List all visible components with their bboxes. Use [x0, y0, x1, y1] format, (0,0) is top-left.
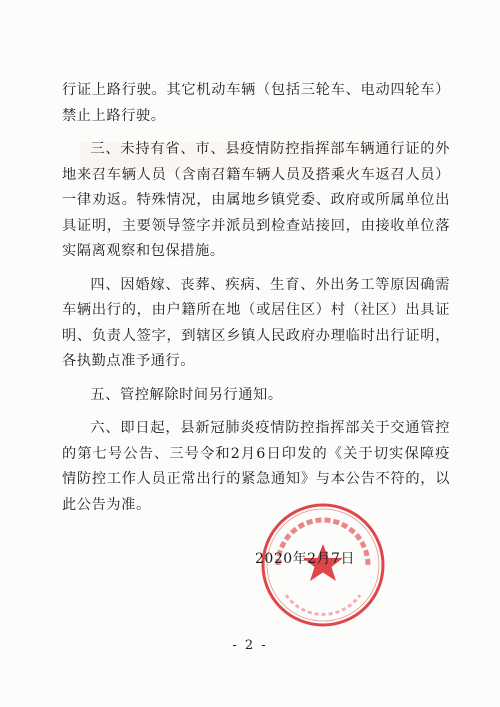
paragraph-item-3: 三、未持有省、市、县疫情防控指挥部车辆通行证的外地来召车辆人员（含南召籍车辆人员及搭乘火车返召人员）一律劝返。特殊情况，由属地乡镇党委、政府或所属单位出具证明，主要领导签字并派员到检查站接回，由接收单位落实隔离观察和包保措施。	[62, 141, 450, 259]
paragraph-item-5: 五、管控解除时间另行通知。	[90, 386, 283, 403]
paragraph-item-6: 六、即日起，县新冠肺炎疫情防控指挥部关于交通管控的第七号公告、三号令和2月6日印发的《关于切实保障疫情防控工作人员正常出行的紧急通知》与本公告不符的，以此公告为准。	[62, 420, 450, 513]
paragraph-item-4: 四、因婚嫁、丧葬、疾病、生育、外出务工等原因确需车辆出行的，由户籍所在地（或居住区）村（社区）出具证明、负责人签字，到辖区乡镇人民政府办理临时出行证明，各执勤点准予通行。	[62, 276, 450, 369]
paragraph-continuation: 行证上路行驶。其它机动车辆（包括三轮车、电动四轮车）禁止上路行驶。	[62, 82, 450, 124]
signature-date: 2020年2月7日	[255, 551, 355, 567]
document-body	[62, 78, 450, 518]
page-number: - 2 -	[232, 638, 268, 653]
